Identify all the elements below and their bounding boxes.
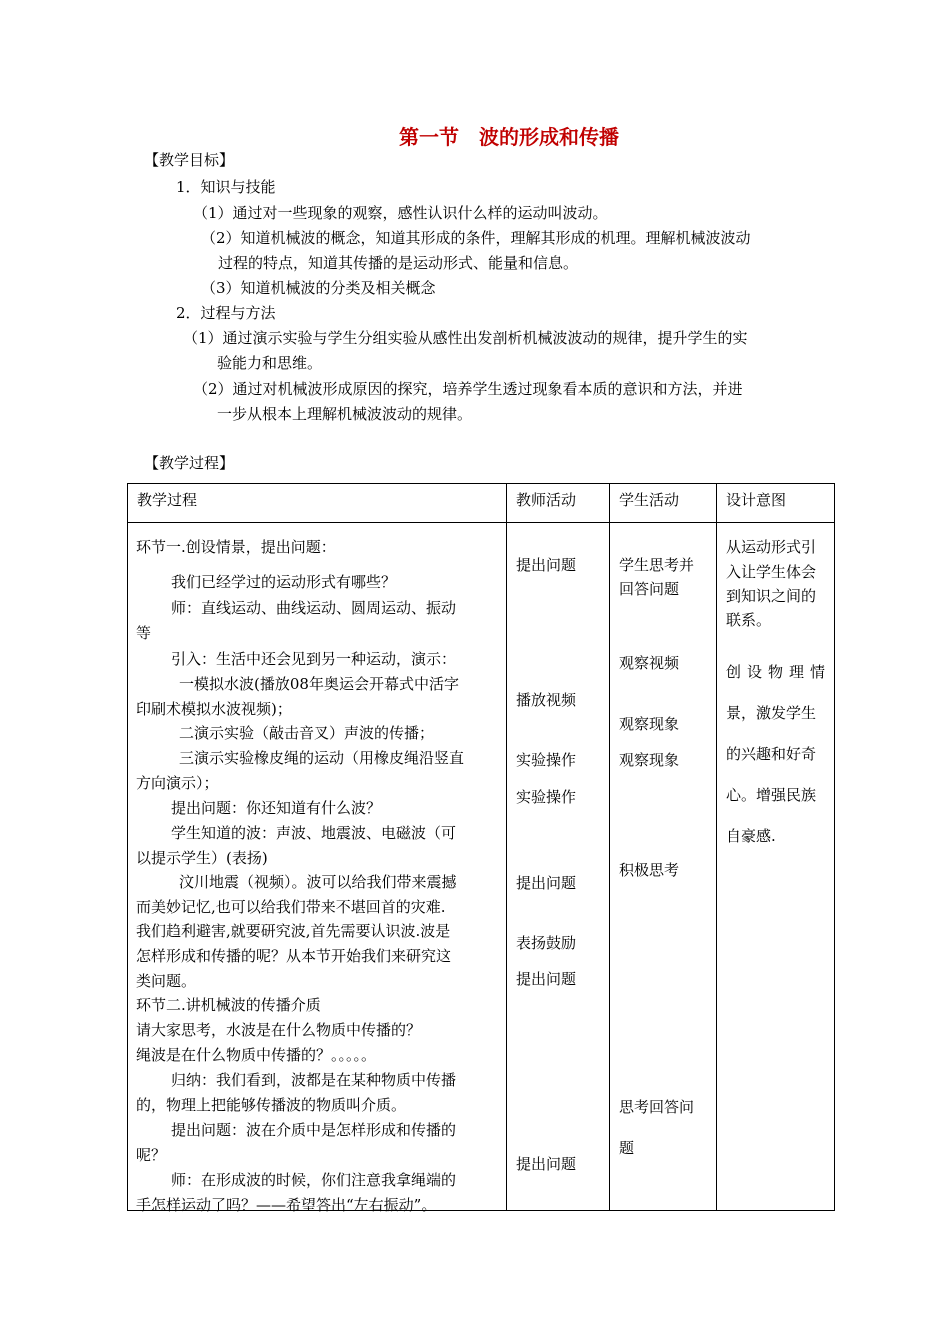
intent-line: 创设物理情 — [726, 663, 832, 681]
process-line: 绳波是在什么物质中传播的？。。。。。 — [136, 1046, 377, 1064]
goals-item: 一步从根本上理解机械波波动的规律。 — [217, 405, 473, 423]
process-cell — [128, 523, 507, 1214]
goals-heading: 【教学目标】 — [144, 151, 235, 169]
student-activity: 积极思考 — [619, 861, 680, 879]
process-line: 学生知道的波：声波、地震波、电磁波（可 — [171, 824, 457, 842]
process-line: 印刷术模拟水波视频)； — [136, 700, 292, 718]
teacher-activity: 提出问题 — [516, 1155, 577, 1173]
goals-item: （1）通过对一些现象的观察，感性认识什么样的运动叫波动。 — [193, 204, 608, 222]
process-table — [127, 483, 835, 1214]
student-activity: 学生思考并 — [619, 556, 695, 574]
process-line: 怎样形成和传播的呢？从本节开始我们来研究这 — [136, 947, 452, 965]
intent-line: 联系。 — [726, 611, 772, 629]
goals-item: （2）知道机械波的概念，知道其形成的条件，理解其形成的机理。理解机械波波动 — [201, 229, 751, 247]
process-line: 而美妙记忆,也可以给我们带来不堪回首的灾难. — [136, 898, 446, 916]
teacher-activity: 播放视频 — [516, 691, 577, 709]
process-line: 提出问题：波在介质中是怎样形成和传播的 — [171, 1121, 457, 1139]
student-activity: 观察现象 — [619, 751, 680, 769]
intent-line: 的兴趣和好奇 — [726, 745, 817, 763]
process-line: 我们已经学过的运动形式有哪些？ — [171, 573, 397, 591]
process-line: 汶川地震（视频）。波可以给我们带来震撼 — [179, 873, 457, 891]
process-line: 一模拟水波(播放08年奥运会开幕式中活字 — [179, 675, 459, 693]
intent-line: 入让学生体会 — [726, 563, 817, 581]
intent-line: 自豪感. — [726, 827, 776, 845]
header-teacher: 教师活动 — [507, 484, 610, 523]
goals-item: （2）通过对机械波形成原因的探究，培养学生透过现象看本质的意识和方法，并进 — [193, 380, 743, 398]
student-activity: 回答问题 — [619, 580, 680, 598]
student-activity: 观察现象 — [619, 715, 680, 733]
intent-line: 景，激发学生 — [726, 704, 817, 722]
goals-section-method: 2．过程与方法 — [176, 304, 276, 322]
goals-item: （3）知道机械波的分类及相关概念 — [201, 279, 436, 297]
process-line: 的，物理上把能够传播波的物质叫介质。 — [136, 1096, 407, 1114]
process-line: 手怎样运动了吗？——希望答出“左右振动”。 — [136, 1196, 437, 1214]
process-line: 呢？ — [136, 1146, 167, 1164]
student-activity: 观察视频 — [619, 654, 680, 672]
intent-line: 从运动形式引 — [726, 538, 817, 556]
process-line: 环节二.讲机械波的传播介质 — [136, 996, 321, 1014]
process-line: 二演示实验（敲击音叉）声波的传播； — [179, 724, 435, 742]
process-line: 以提示学生）(表扬) — [136, 849, 268, 867]
header-process: 教学过程 — [128, 484, 507, 523]
process-line: 等 — [136, 624, 152, 642]
teacher-activity: 提出问题 — [516, 874, 577, 892]
goals-item: 验能力和思维。 — [217, 354, 323, 372]
process-line: 归纳：我们看到，波都是在某种物质中传播 — [171, 1071, 457, 1089]
header-student: 学生活动 — [610, 484, 717, 523]
teacher-activity: 实验操作 — [516, 751, 577, 769]
process-line: 师：在形成波的时候，你们注意我拿绳端的 — [171, 1171, 457, 1189]
student-activity: 题 — [619, 1139, 635, 1157]
process-line: 类问题。 — [136, 972, 197, 990]
student-cell — [610, 523, 717, 1211]
teacher-activity: 提出问题 — [516, 970, 577, 988]
teacher-activity: 表扬鼓励 — [516, 934, 577, 952]
intent-line: 心。增强民族 — [726, 786, 817, 804]
process-heading: 【教学过程】 — [144, 454, 235, 472]
goals-item: （1）通过演示实验与学生分组实验从感性出发剖析机械波波动的规律，提升学生的实 — [183, 329, 748, 347]
process-line: 环节一.创设情景，提出问题： — [136, 538, 336, 556]
process-line: 方向演示）； — [136, 774, 219, 792]
intent-line: 到知识之间的 — [726, 587, 817, 605]
process-line: 三演示实验橡皮绳的运动（用橡皮绳沿竖直 — [179, 749, 465, 767]
process-line: 我们趋利避害,就要研究波,首先需要认识波.波是 — [136, 922, 451, 940]
goals-section-knowledge: 1．知识与技能 — [176, 178, 276, 196]
student-activity: 思考回答问 — [619, 1098, 695, 1116]
teacher-cell — [507, 523, 610, 1211]
process-line: 提出问题：你还知道有什么波？ — [171, 799, 382, 817]
teacher-activity: 提出问题 — [516, 556, 577, 574]
process-line: 引入：生活中还会见到另一种运动，演示： — [171, 650, 457, 668]
page-title: 第一节 波的形成和传播 — [399, 125, 619, 149]
intent-cell — [717, 523, 835, 1211]
header-intent: 设计意图 — [717, 484, 835, 523]
process-line: 师：直线运动、曲线运动、圆周运动、振动 — [171, 599, 457, 617]
process-line: 请大家思考，水波是在什么物质中传播的？ — [136, 1021, 422, 1039]
goals-item: 过程的特点，知道其传播的是运动形式、能量和信息。 — [218, 254, 579, 272]
teacher-activity: 实验操作 — [516, 788, 577, 806]
